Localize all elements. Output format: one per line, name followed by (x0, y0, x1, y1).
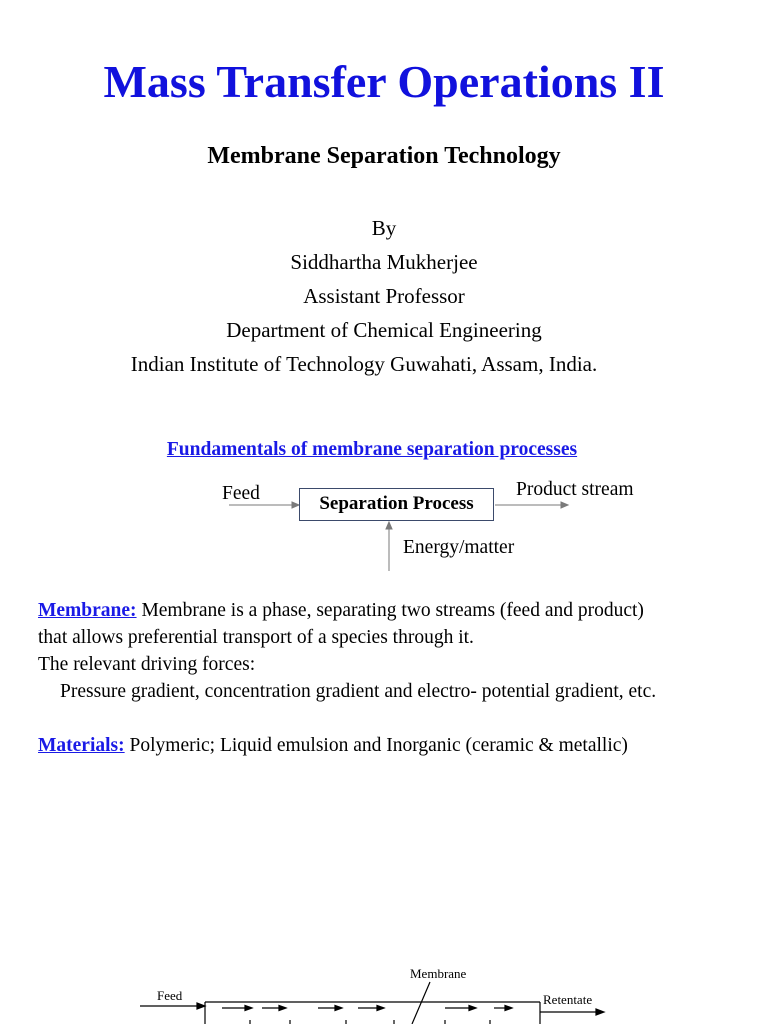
inner-flow-3-head (335, 1006, 342, 1011)
author-department: Department of Chemical Engineering (226, 318, 542, 342)
materials-term[interactable]: Materials: (38, 735, 125, 756)
inner-flow-5-head (469, 1006, 476, 1011)
inner-flow-4-head (377, 1006, 384, 1011)
inner-flow-2-head (279, 1006, 286, 1011)
energy-matter-label: Energy/matter (403, 537, 515, 558)
membrane-term[interactable]: Membrane: (38, 600, 137, 621)
driving-forces-heading: The relevant driving forces: (38, 654, 256, 675)
page-title: Mass Transfer Operations II (103, 56, 665, 107)
membrane-pointer (412, 982, 430, 1024)
retentate-label: Retentate (543, 992, 593, 1007)
membrane-label: Membrane (410, 966, 467, 981)
materials-text: Polymeric; Liquid emulsion and Inorganic (ceramic & metallic) (124, 735, 628, 756)
membrane-definition-text1: Membrane is a phase, separating two streams (feed and product) (136, 600, 644, 621)
author-name: Siddhartha Mukherjee (290, 250, 478, 274)
feed-in-label: Feed (157, 988, 183, 1003)
feed-arrowhead (292, 502, 299, 508)
flow-arrows (0, 470, 768, 580)
section-heading-fundamentals[interactable]: Fundamentals of membrane separation processes (166, 439, 578, 460)
author-by: By (371, 216, 397, 240)
flow-diagram (0, 470, 768, 580)
membrane-definition-line1 (38, 598, 644, 624)
driving-forces-list: Pressure gradient, concentration gradient and electro- potential gradient, etc. (60, 681, 657, 702)
membrane-definition-line2: that allows preferential transport of a species through it. (38, 627, 474, 648)
separation-process-label: Separation Process (319, 493, 474, 514)
energy-arrowhead (386, 522, 392, 529)
feed-in-arrowhead (197, 1003, 205, 1009)
inner-flow-1-head (245, 1006, 252, 1011)
author-institute: Indian Institute of Technology Guwahati, Assam, India. (130, 352, 598, 376)
membrane-module-figure (0, 960, 768, 1024)
materials-line (38, 733, 628, 759)
page-subtitle: Membrane Separation Technology (207, 143, 561, 169)
product-arrowhead (561, 502, 568, 508)
author-position: Assistant Professor (303, 284, 465, 308)
inner-flow-6-head (505, 1006, 512, 1011)
separation-process-box (299, 488, 494, 521)
feed-label: Feed (222, 483, 260, 504)
product-stream-label: Product stream (516, 479, 634, 500)
membrane-module-drawing (0, 960, 768, 1024)
retentate-arrowhead (596, 1009, 604, 1015)
